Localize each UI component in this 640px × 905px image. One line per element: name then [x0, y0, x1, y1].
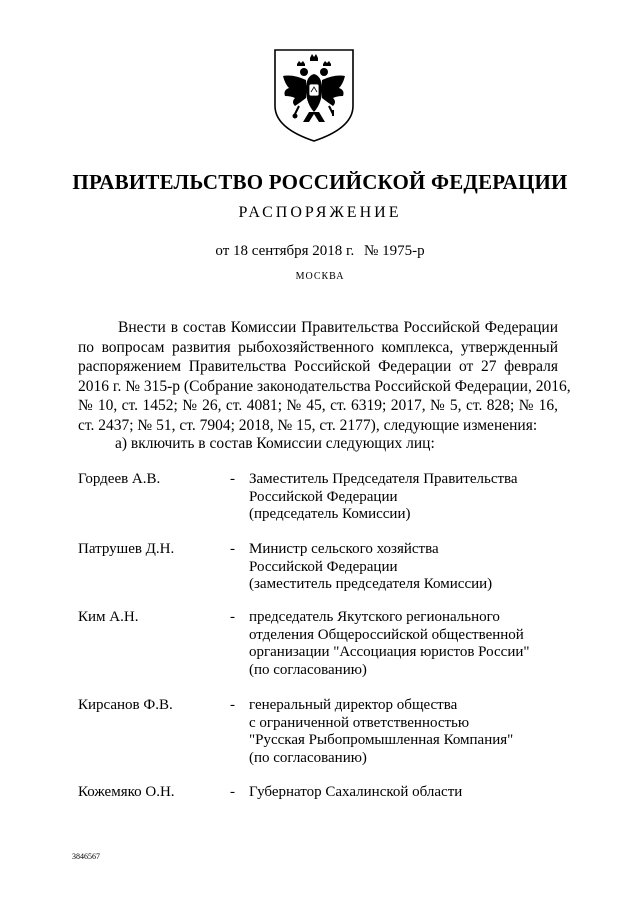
member-name: Кожемяко О.Н. — [78, 784, 175, 800]
member-role-line: Российской Федерации — [249, 488, 398, 505]
member-name: Гордеев А.В. — [78, 471, 161, 487]
member-role-line: (по согласованию) — [249, 661, 367, 678]
member-role-line: с ограниченной ответственностью — [249, 714, 470, 731]
member-role — [249, 541, 549, 594]
body-line: распоряжением Правительства Российской Федерации от 27 февраля — [78, 358, 558, 375]
item-a-text: а) включить в состав Комиссии следующих лиц: — [115, 435, 435, 452]
member-role-line: (заместитель председателя Комиссии) — [249, 576, 493, 592]
member-name: Ким А.Н. — [78, 609, 139, 625]
member-role-line: председатель Якутского регионального — [249, 609, 500, 625]
member-role-line: отделения Общероссийской общественной — [249, 626, 524, 643]
footer-document-code: 3846567 — [72, 852, 100, 861]
member-dash: - — [230, 471, 235, 487]
member-role — [249, 471, 549, 524]
member-dash: - — [230, 697, 235, 713]
member-role-line: организации "Ассоциация юристов России" — [249, 644, 530, 660]
document-date: от 18 сентября 2018 г. — [215, 243, 355, 259]
member-dash: - — [230, 784, 235, 800]
member-role-line: генеральный директор общества — [249, 697, 458, 713]
member-role — [249, 697, 549, 767]
member-role-line: Российской Федерации — [249, 558, 398, 575]
member-role-line: Министр сельского хозяйства — [249, 541, 439, 557]
government-title: ПРАВИТЕЛЬСТВО РОССИЙСКОЙ ФЕДЕРАЦИИ — [72, 170, 568, 194]
body-line: ст. 2437; № 51, ст. 7904; 2018, № 15, ст. 2177), следующие изменения: — [78, 416, 538, 434]
member-role — [249, 609, 549, 679]
member-role-line: "Русская Рыбопромышленная Компания" — [249, 732, 514, 748]
member-name: Кирсанов Ф.В. — [78, 697, 173, 713]
member-name: Патрушев Д.Н. — [78, 541, 175, 557]
body-line: 2016 г. № 315-р (Собрание законодательства Российской Федерации, 2016, — [78, 377, 571, 395]
document-city: МОСКВА — [295, 271, 345, 282]
member-dash: - — [230, 541, 235, 557]
document-date-line — [0, 243, 640, 260]
member-role-line: Губернатор Сахалинской области — [249, 784, 463, 800]
russian-coat-of-arms-icon — [271, 46, 357, 144]
body-line: по вопросам развития рыбохозяйственного комплекса, утвержденный — [78, 338, 558, 356]
body-line: Внести в состав Комиссии Правительства Российской Федерации — [118, 319, 558, 336]
document-type: РАСПОРЯЖЕНИЕ — [238, 204, 402, 221]
body-line: № 10, ст. 1452; № 26, ст. 4081; № 45, ст. 6319; 2017, № 5, ст. 828; № 16, — [78, 397, 558, 414]
member-role — [249, 784, 549, 802]
member-role-line: (председатель Комиссии) — [249, 506, 411, 522]
body-paragraph — [78, 318, 571, 435]
member-role-line: Заместитель Председателя Правительства — [249, 471, 518, 487]
member-role-line: (по согласованию) — [249, 749, 367, 766]
member-dash: - — [230, 609, 235, 625]
document-number: № 1975-р — [364, 243, 425, 259]
